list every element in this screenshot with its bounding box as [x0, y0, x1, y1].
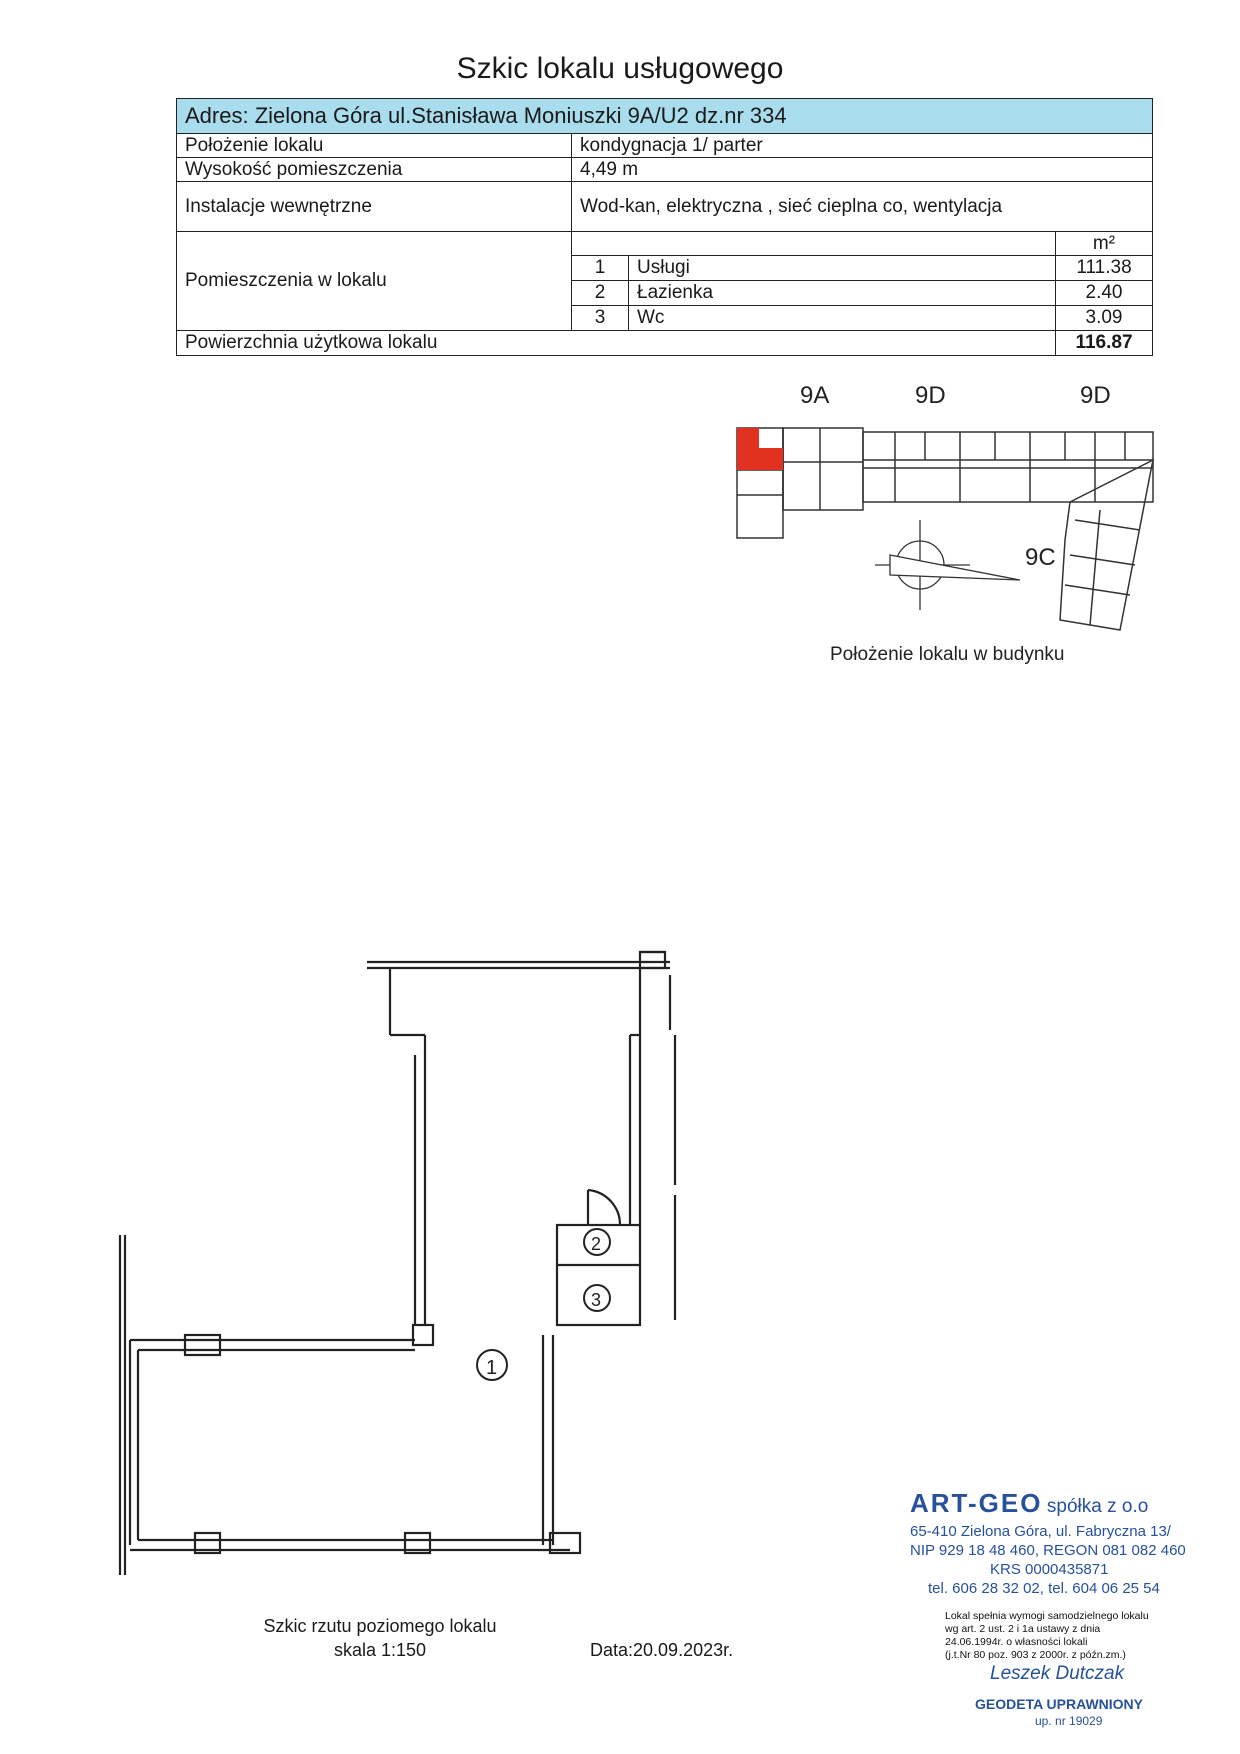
site-plan	[720, 380, 1180, 680]
property-info-table	[176, 98, 1153, 356]
site-label-9a: 9A	[800, 382, 830, 409]
room-number: 2	[572, 281, 629, 306]
room-name: Usługi	[629, 256, 1056, 281]
address-cell: Adres: Zielona Góra ul.Stanisława Moniuszki 9A/U2 dz.nr 334	[177, 99, 1153, 134]
north-arrow-icon	[875, 520, 1020, 610]
room-name: Łazienka	[629, 281, 1056, 306]
site-label-9d: 9D	[915, 382, 946, 409]
signature: Leszek Dutczak	[990, 1663, 1125, 1684]
site-plan-caption: Położenie lokalu w budynku	[830, 644, 1065, 665]
room-number: 3	[572, 306, 629, 331]
room-area: 111.38	[1056, 256, 1153, 281]
floor-plan	[110, 935, 690, 1595]
room-area: 2.40	[1056, 281, 1153, 306]
total-label: Powierzchnia użytkowa lokalu	[177, 331, 1056, 356]
license-number: up. nr 19029	[1035, 1714, 1103, 1728]
svg-text:3: 3	[591, 1290, 602, 1310]
area-unit: m²	[1056, 232, 1153, 256]
row-label: Wysokość pomieszczenia	[177, 158, 572, 182]
row-value: Wod-kan, elektryczna , sieć cieplna co, wentylacja	[572, 182, 1153, 232]
company-logo: ART-GEO	[910, 1488, 1043, 1518]
svg-text:2: 2	[591, 1234, 602, 1254]
rooms-label: Pomieszczenia w lokalu	[177, 232, 572, 331]
svg-text:1: 1	[486, 1357, 498, 1379]
room-name: Wc	[629, 306, 1056, 331]
document-title: Szkic lokalu usługowego	[456, 52, 784, 85]
surveyor-title: GEODETA UPRAWNIONY	[975, 1696, 1144, 1712]
site-label-9c: 9C	[1025, 544, 1056, 571]
document-date: Data:20.09.2023r.	[590, 1640, 734, 1660]
row-value: kondygnacja 1/ parter	[572, 134, 1153, 158]
row-label: Instalacje wewnętrzne	[177, 182, 572, 232]
row-label: Położenie lokalu	[177, 134, 572, 158]
row-value: 4,49 m	[572, 158, 1153, 182]
room-area: 3.09	[1056, 306, 1153, 331]
site-label-9d-2: 9D	[1080, 382, 1111, 409]
room-number: 1	[572, 256, 629, 281]
floor-plan-scale: skala 1:150	[333, 1640, 427, 1660]
floor-plan-caption: Szkic rzutu poziomego lokalu	[263, 1616, 497, 1636]
legal-note: Lokal spełnia wymogi samodzielnego lokalu wg art. 2 ust. 2 i 1a ustawy z dnia 24.06.1994r. o własności lokali (j.t.Nr 80 poz. 903 z 2000r. z późn.zm.)	[945, 1610, 1149, 1661]
company-stamp: ART-GEO spółka z o.o 65-410 Zielona Góra, ul. Fabryczna 13/ NIP 929 18 48 460, REGON 081 082 460 KRS 0000435871 tel. 606 28 32 02, tel. 604 06 25 54	[910, 1488, 1186, 1597]
total-area: 116.87	[1056, 331, 1153, 356]
